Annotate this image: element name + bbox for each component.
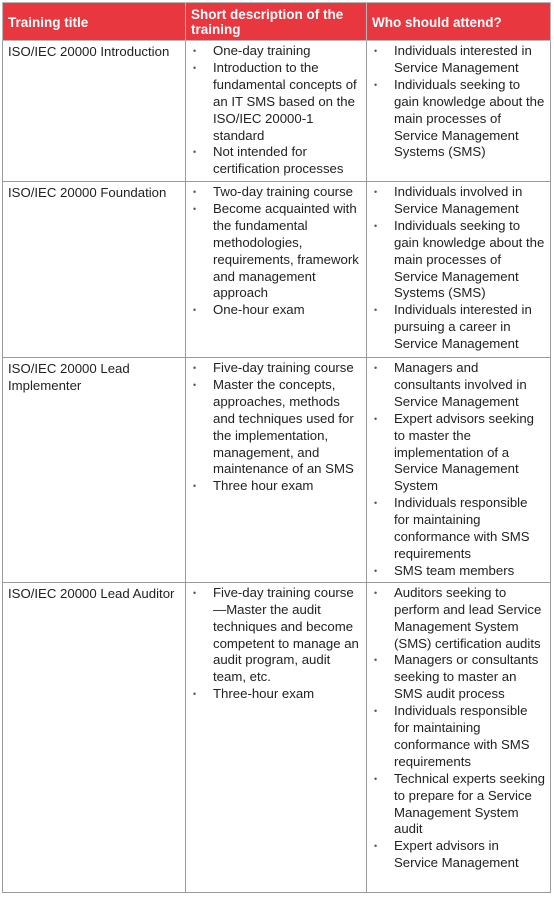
attendees-cell [367, 182, 551, 358]
header-training-title: Training title [3, 3, 186, 41]
list-item: • Individuals interested in pursuing a career in Service Management [372, 302, 546, 353]
table-row [3, 582, 551, 892]
training-title-cell: ISO/IEC 20000 Lead Implementer [3, 358, 186, 583]
description-list [191, 360, 362, 495]
list-item: • Five-day training course—Master the audit techniques and become competent to manage an audit program, audit team, etc. [191, 585, 362, 686]
attendees-list [372, 184, 546, 353]
list-item: • Individuals interested in Service Management [372, 43, 546, 77]
header-who-should-attend: Who should attend? [367, 3, 551, 41]
list-item: • Not intended for certification processes [191, 144, 362, 178]
list-item: • Individuals seeking to gain knowledge about the main processes of Service Management Systems (SMS) [372, 218, 546, 303]
table-row [3, 358, 551, 583]
attendees-list [372, 43, 546, 161]
training-table-container [2, 2, 552, 893]
list-item: • Expert advisors in Service Management [372, 838, 546, 872]
list-item: • Individuals responsible for maintaining conformance with SMS requirements [372, 495, 546, 563]
list-item: • Two-day training course [191, 184, 362, 201]
list-item: • Auditors seeking to perform and lead Service Management System (SMS) certification audits [372, 585, 546, 653]
list-item: • Expert advisors seeking to master the implementation of a Service Management System [372, 411, 546, 496]
description-cell [186, 582, 367, 892]
attendees-list [372, 360, 546, 580]
description-list [191, 43, 362, 178]
header-row [3, 3, 551, 41]
training-title-cell: ISO/IEC 20000 Introduction [3, 41, 186, 182]
training-title-cell: ISO/IEC 20000 Lead Auditor [3, 582, 186, 892]
list-item: • One-hour exam [191, 302, 362, 319]
attendees-list [372, 585, 546, 872]
list-item: • Master the concepts, approaches, methods and techniques used for the implementation, management, and maintenance of an SMS [191, 377, 362, 478]
description-cell [186, 358, 367, 583]
training-table [2, 2, 551, 893]
list-item: • One-day training [191, 43, 362, 60]
list-item: • SMS team members [372, 563, 546, 580]
list-item: • Individuals seeking to gain knowledge about the main processes of Service Management Systems (SMS) [372, 77, 546, 162]
list-item: • Technical experts seeking to prepare for a Service Management System audit [372, 771, 546, 839]
table-body [3, 41, 551, 893]
list-item: • Individuals involved in Service Management [372, 184, 546, 218]
attendees-cell [367, 358, 551, 583]
list-item: • Individuals responsible for maintaining conformance with SMS requirements [372, 703, 546, 771]
training-title-cell: ISO/IEC 20000 Foundation [3, 182, 186, 358]
list-item: • Managers or consultants seeking to master an SMS audit process [372, 652, 546, 703]
header-short-description: Short description of the training [186, 3, 367, 41]
list-item: • Managers and consultants involved in Service Management [372, 360, 546, 411]
description-list [191, 184, 362, 319]
table-row [3, 182, 551, 358]
attendees-cell [367, 41, 551, 182]
list-item: • Five-day training course [191, 360, 362, 377]
attendees-cell [367, 582, 551, 892]
description-cell [186, 182, 367, 358]
list-item: • Become acquainted with the fundamental methodologies, requirements, framework and management approach [191, 201, 362, 302]
table-header [3, 3, 551, 41]
list-item: • Three hour exam [191, 478, 362, 495]
description-list [191, 585, 362, 703]
description-cell [186, 41, 367, 182]
list-item: • Introduction to the fundamental concepts of an IT SMS based on the ISO/IEC 20000-1 standard [191, 60, 362, 145]
table-row [3, 41, 551, 182]
list-item: • Three-hour exam [191, 686, 362, 703]
